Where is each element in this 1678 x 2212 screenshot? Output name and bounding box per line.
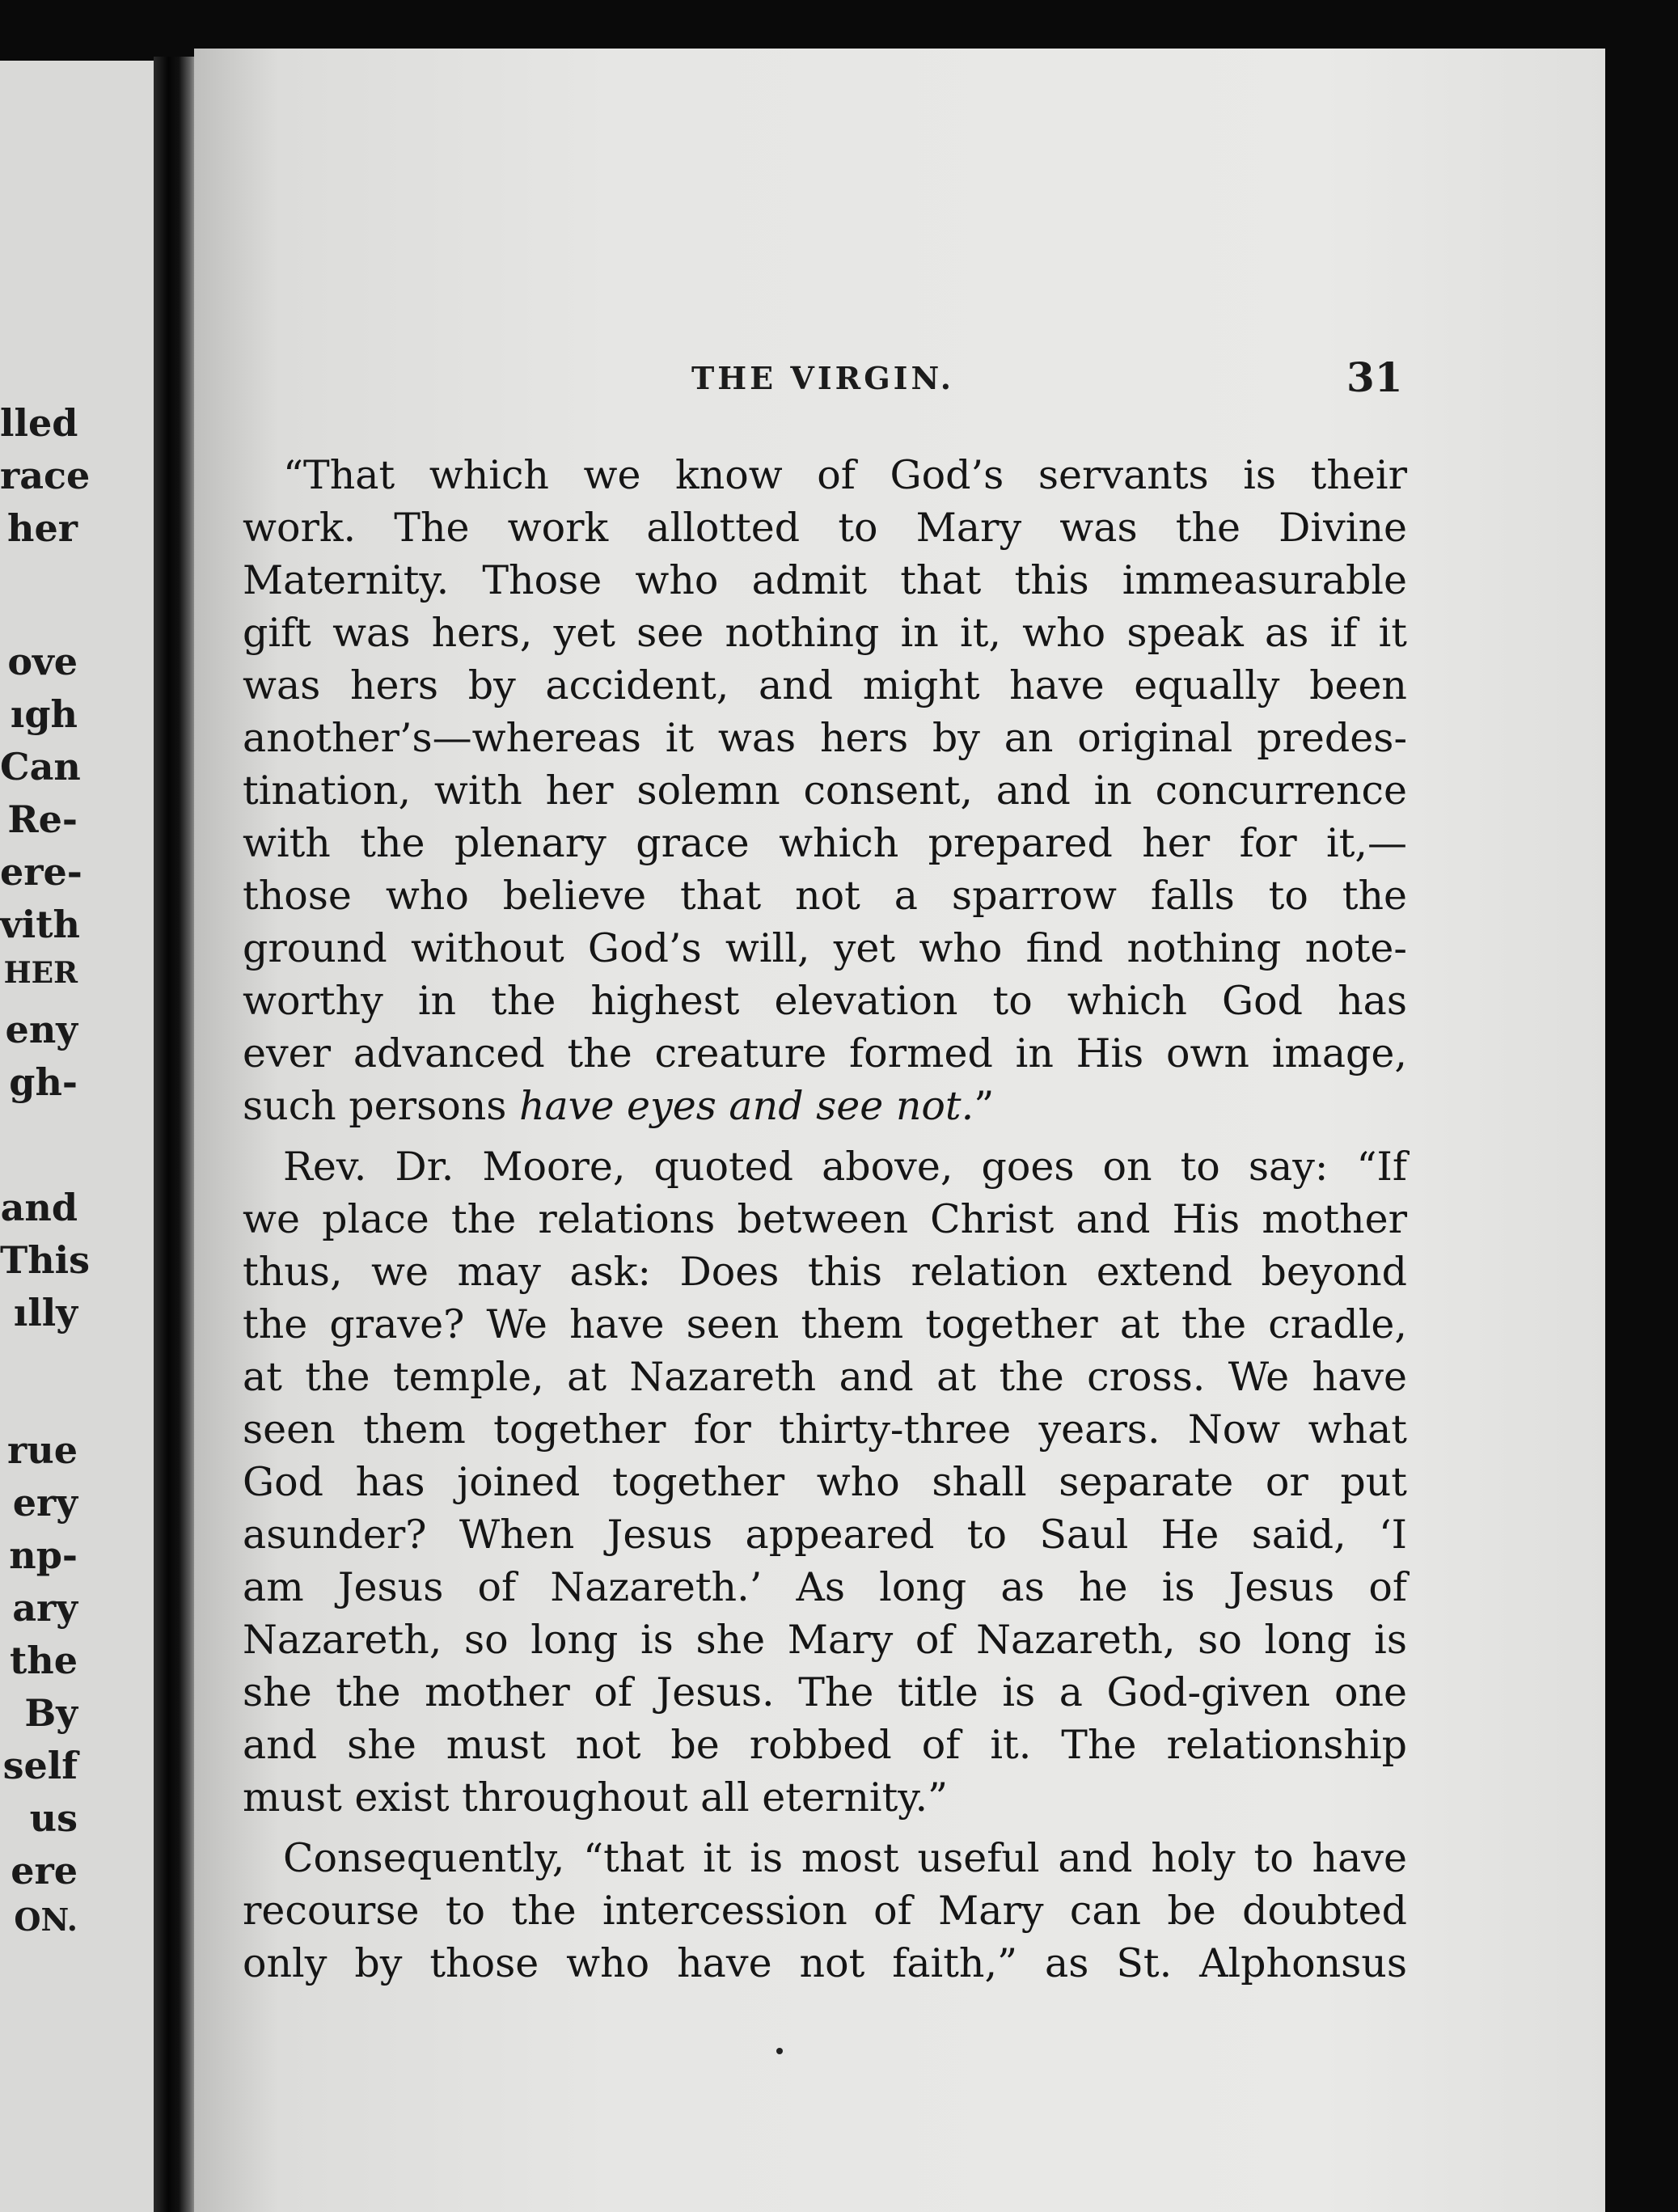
text-line: we place the relations between Christ and His mother [243,1196,1407,1242]
text-line: tination, with her solemn consent, and in concurrence [243,768,1407,814]
left-fragment: ery [12,1481,78,1525]
text-line: “That which we know of God’s servants is their [283,452,1407,498]
left-fragment: Re- [7,797,78,841]
left-page-edge [0,61,162,2212]
left-fragment: ıgh [10,692,78,736]
left-fragment: her [7,506,78,550]
text-line: the grave? We have seen them together at the cradle, [243,1301,1407,1347]
left-fragment: the [10,1639,78,1682]
text-line: recourse to the intercession of Mary can be doubted [243,1888,1407,1934]
left-fragment: gh- [9,1060,78,1104]
left-fragment: This [0,1238,91,1282]
left-fragment: self [2,1744,78,1787]
print-speck [776,2048,783,2054]
left-fragment: eny [5,1008,78,1051]
text-line: Maternity. Those who admit that this immeasurable [243,557,1407,603]
text-line: only by those who have not faith,” as St. Alphonsus [243,1940,1407,1986]
text-line: and she must not be robbed of it. The relationship [243,1722,1407,1768]
text-line: God has joined together who shall separate or put [243,1459,1407,1505]
left-fragment: lled [0,401,78,445]
left-fragment: vith [0,903,80,946]
left-fragment: us [29,1796,78,1840]
text-line: must exist throughout all eternity.” [243,1774,949,1821]
text-line: am Jesus of Nazareth.’ As long as he is Jesus of [243,1564,1407,1610]
left-fragment: By [24,1691,78,1735]
left-fragment: rue [7,1428,78,1472]
body-text [243,449,1407,1998]
book-gutter [154,57,196,2212]
text-run: such persons [243,1083,519,1129]
left-fragment: ılly [13,1291,78,1334]
left-fragment: HER [3,956,78,990]
page-number: 31 [1346,353,1403,401]
text-line: another’s—whereas it was hers by an original predes- [243,715,1407,761]
text-run: ” [974,1083,995,1129]
text-line [243,1080,1407,1132]
left-fragment: ove [7,640,78,683]
text-line: seen them together for thirty-three years. Now what [243,1406,1407,1453]
scan-border [1605,49,1678,2212]
text-line: Rev. Dr. Moore, quoted above, goes on to say: “If [283,1144,1407,1190]
paragraph [243,1832,1407,1990]
text-line: she the mother of Jesus. The title is a God-given one [243,1669,1407,1715]
text-line: worthy in the highest elevation to which God has [243,978,1407,1024]
text-line: with the plenary grace which prepared her for it,— [243,820,1407,866]
right-page [194,49,1605,2212]
italic-quote: have eyes and see not. [519,1083,974,1129]
left-fragment: ere [11,1849,78,1893]
text-line: ever advanced the creature formed in His own image, [243,1030,1407,1076]
left-fragment: ere- [0,850,82,894]
text-line: work. The work allotted to Mary was the Divine [243,505,1407,551]
text-line: gift was hers, yet see nothing in it, who speak as if it [243,610,1407,656]
text-line: Consequently, “that it is most useful and holy to have [283,1835,1407,1881]
left-fragment: ON. [14,1901,78,1938]
text-line: was hers by accident, and might have equally been [243,662,1407,708]
left-fragment: race [0,454,91,497]
text-line: ground without God’s will, yet who find nothing note- [243,925,1407,971]
text-line: those who believe that not a sparrow falls to the [243,873,1407,919]
left-fragment: ary [12,1586,78,1630]
running-head: THE VIRGIN. [691,360,954,396]
left-fragment: np- [9,1533,78,1577]
left-fragment: and [0,1186,78,1229]
text-line: Nazareth, so long is she Mary of Nazareth, so long is [243,1617,1407,1663]
paragraph [243,1140,1407,1824]
left-fragment: Can [0,745,81,789]
text-line: asunder? When Jesus appeared to Saul He said, ‘I [243,1512,1407,1558]
paragraph [243,449,1407,1132]
text-line: at the temple, at Nazareth and at the cross. We have [243,1354,1407,1400]
page-header [194,353,1605,408]
text-line: thus, we may ask: Does this relation extend beyond [243,1249,1407,1295]
